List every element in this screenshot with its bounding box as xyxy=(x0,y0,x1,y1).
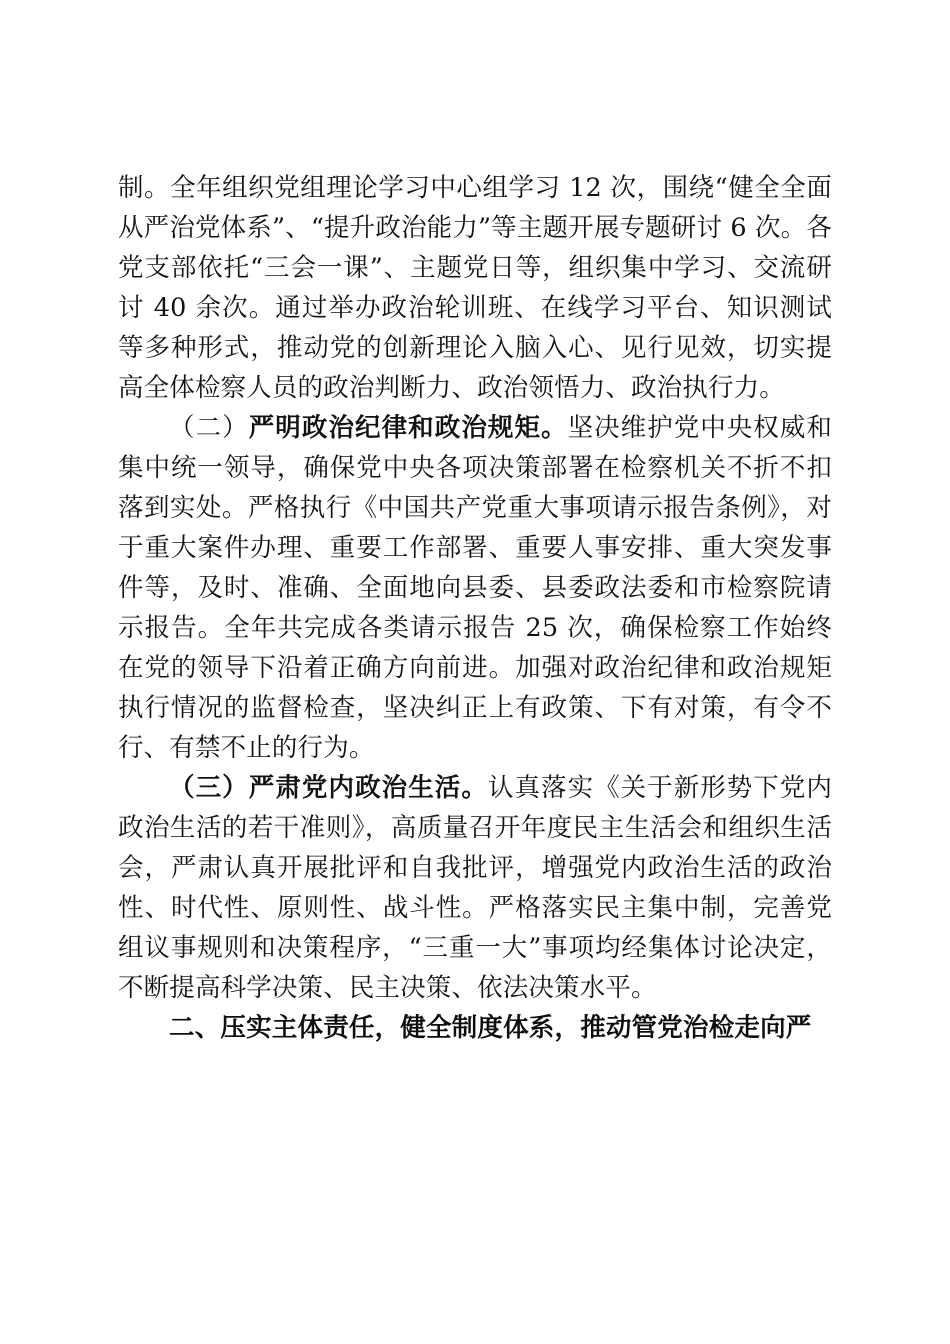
paragraph-continuation: 制。全年组织党组理论学习中心组学习 12 次，围绕“健全全面从严治党体系”、“提升政治能力”等主题开展专题研讨 6 次。各党支部依托“三会一课”、主题党日等，组织集中学习、交流研讨 40 余次。通过举办政治轮训班、在线学习平台、知识测试等多种形式，推动党的创新理论入脑入心、见行见效，切实提高全体检察人员的政治判断力、政治领悟力、政治执行力。 xyxy=(118,173,832,403)
document-text-body xyxy=(118,168,832,1048)
subsection-number-two: （二） xyxy=(169,413,249,443)
subsection-heading-three: 严肃党内政治生活。 xyxy=(248,773,488,803)
subsection-heading-two: 严明政治纪律和政治规矩。 xyxy=(248,413,568,443)
subsection-body-three: 认真落实《关于新形势下党内政治生活的若干准则》，高质量召开年度民主生活会和组织生活会，严肃认真开展批评和自我批评，增强党内政治生活的政治性、时代性、原则性、战斗性。严格落实民主集中制，完善党组议事规则和决策程序，“三重一大”事项均经集体讨论决定，不断提高科学决策、民主决策、依法决策水平。 xyxy=(118,773,832,1003)
paragraph-section-three xyxy=(118,768,832,1008)
subsection-body-two: 坚决维护党中央权威和集中统一领导，确保党中央各项决策部署在检察机关不折不扣落到实处。严格执行《中国共产党重大事项请示报告条例》，对于重大案件办理、重要工作部署、重要人事安排、重大突发事件等，及时、准确、全面地向县委、县委政法委和市检察院请示报告。全年共完成各类请示报告 25 次，确保检察工作始终在党的领导下沿着正确方向前进。加强对政治纪律和政治规矩执行情况的监督检查，坚决纠正上有政策、下有对策，有令不行、有禁不止的行为。 xyxy=(118,413,832,763)
paragraph-section-two xyxy=(118,408,832,768)
section-heading-two: 二、压实主体责任，健全制度体系，推动管党治检走向严 xyxy=(169,1013,812,1043)
subsection-number-three: （三） xyxy=(169,773,249,803)
